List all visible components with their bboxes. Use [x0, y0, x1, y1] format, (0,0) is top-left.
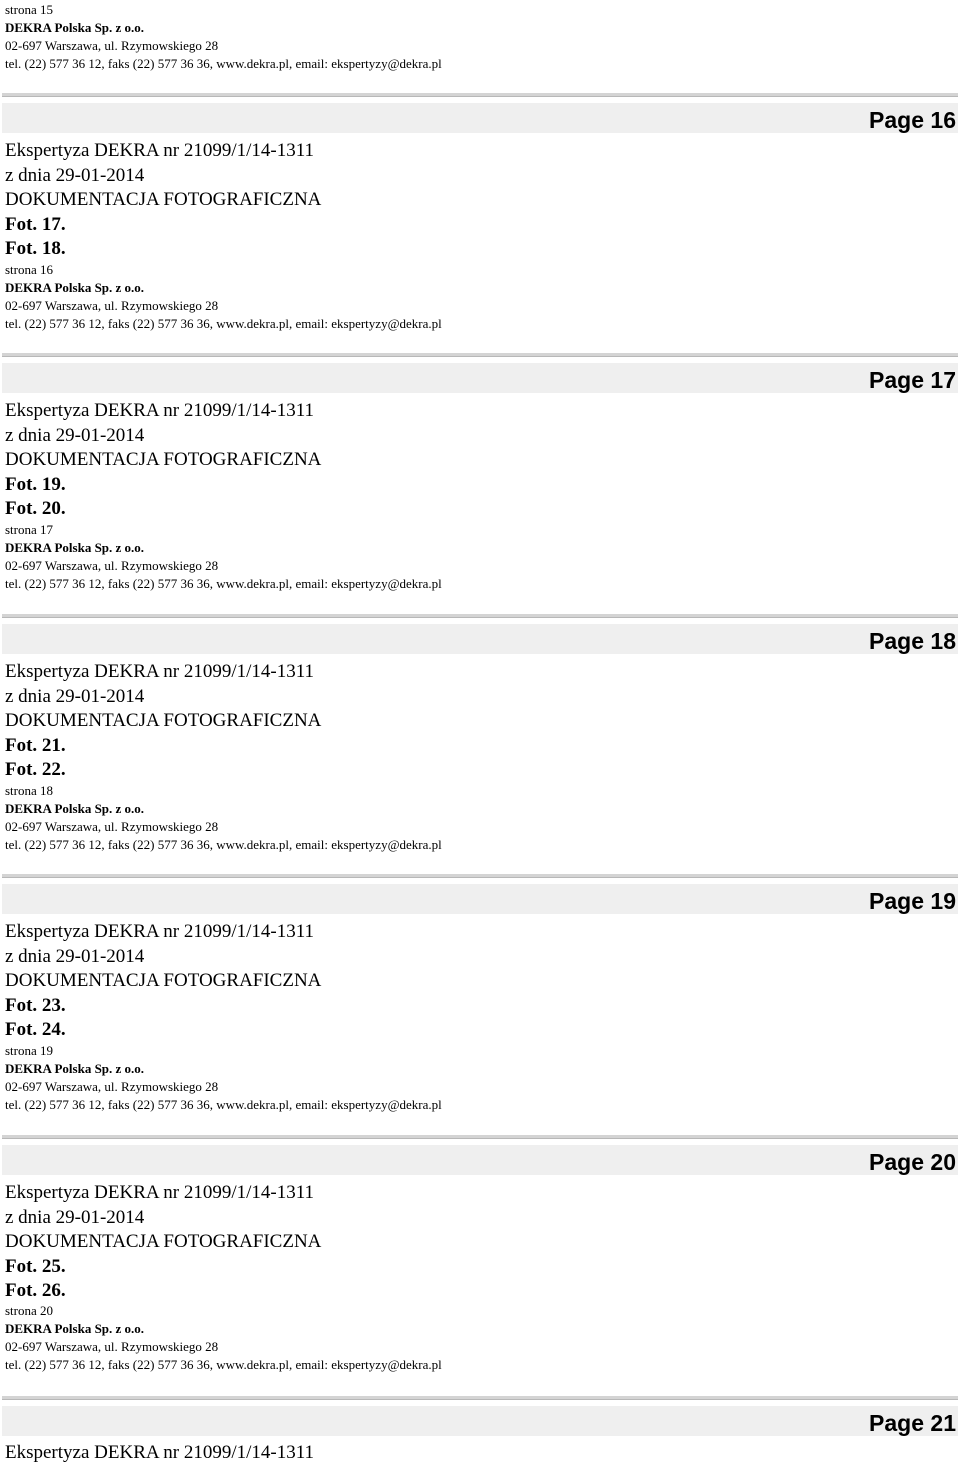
page-footer-17	[5, 520, 705, 593]
page-number-text: strona 19	[5, 1043, 54, 1058]
company-contact: tel. (22) 577 36 12, faks (22) 577 36 36, www.dekra.pl, email: ekspertyzy@dekra.pl	[5, 56, 442, 71]
page-separator-17	[2, 353, 958, 393]
page-separator-19	[2, 874, 958, 914]
report-section: DOKUMENTACJA FOTOGRAFICZNA	[5, 970, 322, 991]
report-header-16	[5, 139, 705, 262]
report-section: DOKUMENTACJA FOTOGRAFICZNA	[5, 189, 322, 210]
company-contact: tel. (22) 577 36 12, faks (22) 577 36 36, www.dekra.pl, email: ekspertyzy@dekra.pl	[5, 837, 442, 852]
page-separator-18	[2, 614, 958, 654]
report-title: Ekspertyza DEKRA nr 21099/1/14-1311	[5, 1182, 315, 1203]
report-title: Ekspertyza DEKRA nr 21099/1/14-1311	[5, 1442, 315, 1463]
company-name: DEKRA Polska Sp. z o.o.	[5, 540, 145, 555]
separator-band	[2, 884, 958, 914]
photo-caption: Fot. 19.	[5, 473, 66, 495]
report-title: Ekspertyza DEKRA nr 21099/1/14-1311	[5, 921, 315, 942]
photo-caption: Fot. 20.	[5, 498, 66, 519]
page-label-19: Page 19	[869, 888, 956, 914]
photo-caption: Fot. 22.	[5, 759, 66, 780]
separator-rule	[2, 1396, 958, 1400]
report-date: z dnia 29-01-2014	[5, 1206, 145, 1228]
report-title: Ekspertyza DEKRA nr 21099/1/14-1311	[5, 400, 315, 421]
photo-caption: Fot. 26.	[5, 1280, 66, 1301]
company-contact: tel. (22) 577 36 12, faks (22) 577 36 36, www.dekra.pl, email: ekspertyzy@dekra.pl	[5, 316, 442, 331]
page-label-21: Page 21	[869, 1410, 956, 1436]
report-section: DOKUMENTACJA FOTOGRAFICZNA	[5, 1231, 322, 1252]
company-address: 02-697 Warszawa, ul. Rzymowskiego 28	[5, 38, 219, 53]
report-title: Ekspertyza DEKRA nr 21099/1/14-1311	[5, 661, 315, 682]
page-number-text: strona 18	[5, 783, 54, 798]
page-separator-20	[2, 1135, 958, 1175]
page-separator-16	[2, 93, 958, 133]
report-section: DOKUMENTACJA FOTOGRAFICZNA	[5, 449, 322, 470]
company-contact: tel. (22) 577 36 12, faks (22) 577 36 36, www.dekra.pl, email: ekspertyzy@dekra.pl	[5, 576, 442, 591]
company-name: DEKRA Polska Sp. z o.o.	[5, 280, 145, 295]
company-address: 02-697 Warszawa, ul. Rzymowskiego 28	[5, 819, 219, 834]
page-label-17: Page 17	[869, 367, 956, 393]
page-label-18: Page 18	[869, 628, 956, 654]
page-number-text: strona 15	[5, 2, 54, 17]
separator-band	[2, 363, 958, 393]
page-footer-18	[5, 781, 705, 854]
separator-rule	[2, 614, 958, 618]
company-address: 02-697 Warszawa, ul. Rzymowskiego 28	[5, 558, 219, 573]
page-separator-21	[2, 1396, 958, 1436]
separator-band	[2, 1145, 958, 1175]
separator-band	[2, 1406, 958, 1436]
photo-caption: Fot. 23.	[5, 994, 66, 1016]
report-header-18	[5, 660, 705, 783]
company-address: 02-697 Warszawa, ul. Rzymowskiego 28	[5, 298, 219, 313]
photo-caption: Fot. 17.	[5, 213, 66, 235]
separator-band	[2, 624, 958, 654]
report-section: DOKUMENTACJA FOTOGRAFICZNA	[5, 710, 322, 731]
report-date: z dnia 29-01-2014	[5, 164, 145, 186]
photo-caption: Fot. 21.	[5, 734, 66, 756]
company-contact: tel. (22) 577 36 12, faks (22) 577 36 36, www.dekra.pl, email: ekspertyzy@dekra.pl	[5, 1357, 442, 1372]
separator-rule	[2, 353, 958, 357]
company-address: 02-697 Warszawa, ul. Rzymowskiego 28	[5, 1079, 219, 1094]
page-number-text: strona 17	[5, 522, 54, 537]
page-footer-19	[5, 1041, 705, 1114]
company-name: DEKRA Polska Sp. z o.o.	[5, 20, 145, 35]
company-contact: tel. (22) 577 36 12, faks (22) 577 36 36, www.dekra.pl, email: ekspertyzy@dekra.pl	[5, 1097, 442, 1112]
report-header-17	[5, 399, 705, 522]
photo-caption: Fot. 24.	[5, 1019, 66, 1040]
company-name: DEKRA Polska Sp. z o.o.	[5, 1061, 145, 1076]
page-footer-20	[5, 1301, 705, 1374]
company-name: DEKRA Polska Sp. z o.o.	[5, 1321, 145, 1336]
photo-caption: Fot. 18.	[5, 238, 66, 259]
page-footer-15	[5, 0, 705, 73]
report-header-20	[5, 1181, 705, 1304]
company-name: DEKRA Polska Sp. z o.o.	[5, 801, 145, 816]
page-number-text: strona 20	[5, 1303, 54, 1318]
report-date: z dnia 29-01-2014	[5, 424, 145, 446]
report-header-19	[5, 920, 705, 1043]
page-number-text: strona 16	[5, 262, 54, 277]
separator-rule	[2, 93, 958, 97]
separator-band	[2, 103, 958, 133]
company-address: 02-697 Warszawa, ul. Rzymowskiego 28	[5, 1339, 219, 1354]
report-title: Ekspertyza DEKRA nr 21099/1/14-1311	[5, 140, 315, 161]
report-header-21	[5, 1441, 705, 1466]
separator-rule	[2, 874, 958, 878]
separator-rule	[2, 1135, 958, 1139]
report-date: z dnia 29-01-2014	[5, 685, 145, 707]
photo-caption: Fot. 25.	[5, 1255, 66, 1277]
report-date: z dnia 29-01-2014	[5, 945, 145, 967]
page-label-20: Page 20	[869, 1149, 956, 1175]
page-footer-16	[5, 260, 705, 333]
page-label-16: Page 16	[869, 107, 956, 133]
